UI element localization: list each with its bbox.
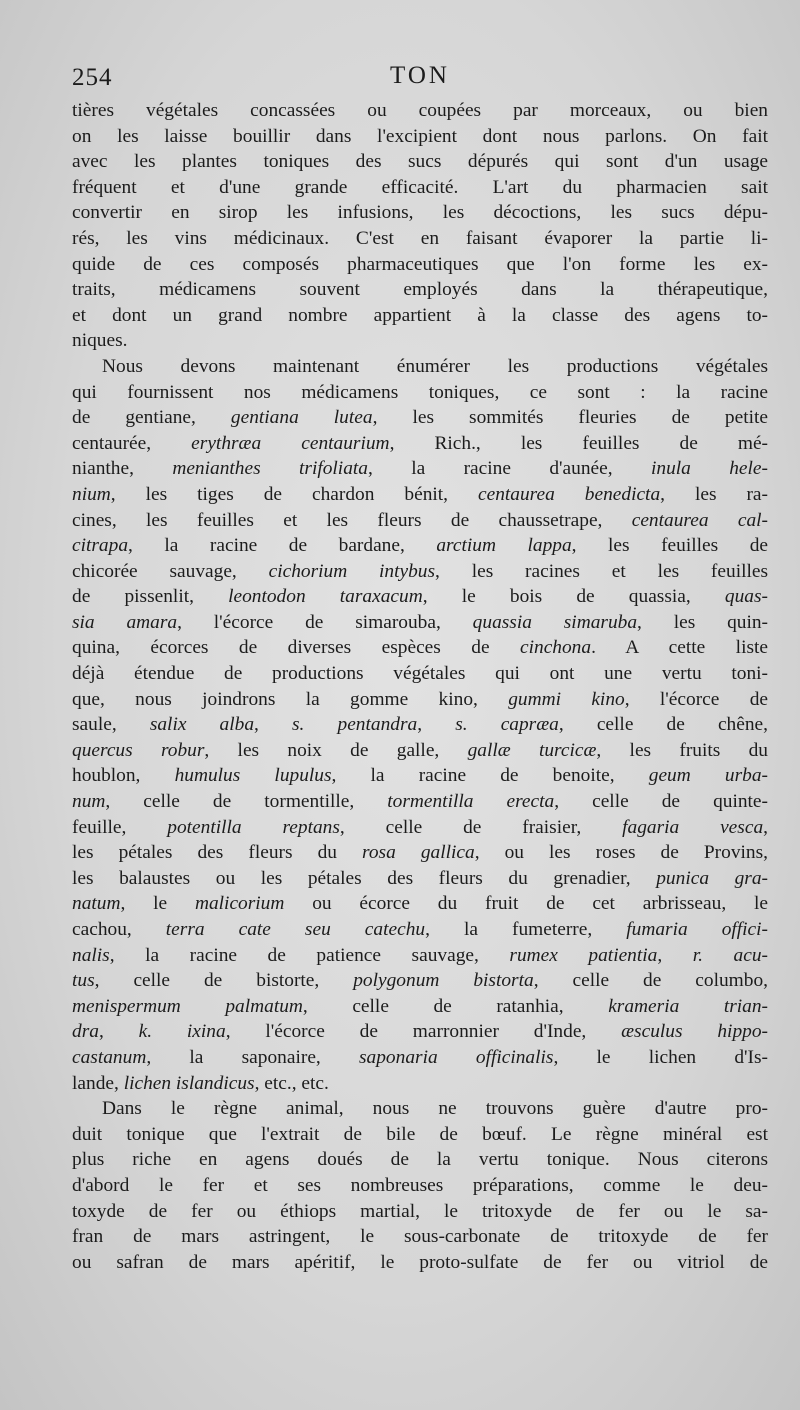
text-line: dra, k. ixina, l'écorce de marronnier d'Inde, æsculus hippo- [72,1021,768,1043]
text-line: plus riche en agens doués de la vertu tonique. Nous citerons [72,1149,768,1171]
text-line: Dans le règne animal, nous ne trouvons guère d'autre pro- [102,1098,768,1120]
text-line: nalis, la racine de patience sauvage, rumex patientia, r. acu- [72,944,769,966]
text-line: natum, le malicorium ou écorce du fruit de cet arbrisseau, le [72,893,769,915]
text-line: feuille, potentilla reptans, celle de fraisier, fagaria vesca, [72,816,768,838]
text-line: lande, lichen islandicus, etc., etc. [72,1072,329,1094]
text-line: castanum, la saponaire, saponaria officinalis, le lichen d'Is- [72,1046,769,1068]
text-line: num, celle de tormentille, tormentilla erecta, celle de quinte- [72,791,768,813]
text-line: duit tonique que l'extrait de bile de bœuf. Le règne minéral est [72,1123,768,1145]
text-line: que, nous joindrons la gomme kino, gummi kino, l'écorce de [72,688,768,710]
text-line: de gentiane, gentiana lutea, les sommités fleuries de petite [72,407,768,429]
text-line: nianthe, menianthes trifoliata, la racine d'aunée, inula hele- [72,458,768,480]
text-line: chicorée sauvage, cichorium intybus, les racines et les feuilles [72,560,769,582]
text-line: ou safran de mars apéritif, le proto-sulfate de fer ou vitriol de [72,1251,768,1273]
text-line: toxyde de fer ou éthiops martial, le tritoxyde de fer ou le sa- [72,1200,768,1222]
text-line: fréquent et d'une grande efficacité. L'art du pharmacien sait [72,176,768,198]
text-line: saule, salix alba, s. pentandra, s. capræa, celle de chêne, [72,714,769,736]
text-line: quina, écorces de diverses espèces de cinchona. A cette liste [72,637,768,659]
text-line: cines, les feuilles et les fleurs de chaussetrape, centaurea cal- [72,509,768,531]
text-line: on les laisse bouillir dans l'excipient dont nous parlons. On fait [72,125,768,147]
text-line: traits, médicamens souvent employés dans la thérapeutique, [72,279,768,301]
text-line: et dont un grand nombre appartient à la classe des agens to- [72,304,768,326]
text-line: avec les plantes toniques des sucs dépurés qui sont d'un usage [72,151,768,173]
running-head: TON [390,62,450,89]
text-line: sia amara, l'écorce de simarouba, quassia simaruba, les quin- [72,611,769,633]
text-line: cachou, terra cate seu catechu, la fumeterre, fumaria offici- [72,919,768,940]
text-line: qui fournissent nos médicamens toniques, ce sont : la racine [72,381,768,403]
text-line: quercus robur, les noix de galle, gallæ turcicæ, les fruits du [72,739,769,761]
text-line: niques. [72,330,128,352]
text-line: menispermum palmatum, celle de ratanhia, krameria trian- [72,995,768,1017]
text-line: de pissenlit, leontodon taraxacum, le bois de quassia, quas- [72,586,768,608]
text-line: citrapa, la racine de bardane, arctium lappa, les feuilles de [72,535,768,557]
text-line: houblon, humulus lupulus, la racine de benoite, geum urba- [72,765,768,787]
text-line: tus, celle de bistorte, polygonum bistorta, celle de columbo, [72,970,768,992]
text-line: Nous devons maintenant énumérer les productions végétales [102,355,768,377]
text-line: rés, les vins médicinaux. C'est en faisant évaporer la partie li- [72,227,768,249]
text-line: les balaustes ou les pétales des fleurs du grenadier, punica gra- [72,867,768,889]
page-header [72,62,768,96]
text-line: d'abord le fer et ses nombreuses préparations, comme le deu- [72,1174,768,1196]
text-line: déjà étendue de productions végétales qui ont une vertu toni- [72,663,768,685]
text-line: nium, les tiges de chardon bénit, centaurea benedicta, les ra- [72,483,768,505]
text-line: fran de mars astringent, le sous-carbonate de tritoxyde de fer [72,1226,768,1248]
page-number: 254 [72,64,113,91]
text-line: convertir en sirop les infusions, les décoctions, les sucs dépu- [72,202,768,224]
text-line: tières végétales concassées ou coupées par morceaux, ou bien [72,100,768,121]
body-text [72,98,768,1275]
text-line: quide de ces composés pharmaceutiques que l'on forme les ex- [72,253,768,275]
text-line: centaurée, erythræa centaurium, Rich., les feuilles de mé- [72,432,769,454]
text-line: les pétales des fleurs du rosa gallica, ou les roses de Provins, [72,842,768,864]
